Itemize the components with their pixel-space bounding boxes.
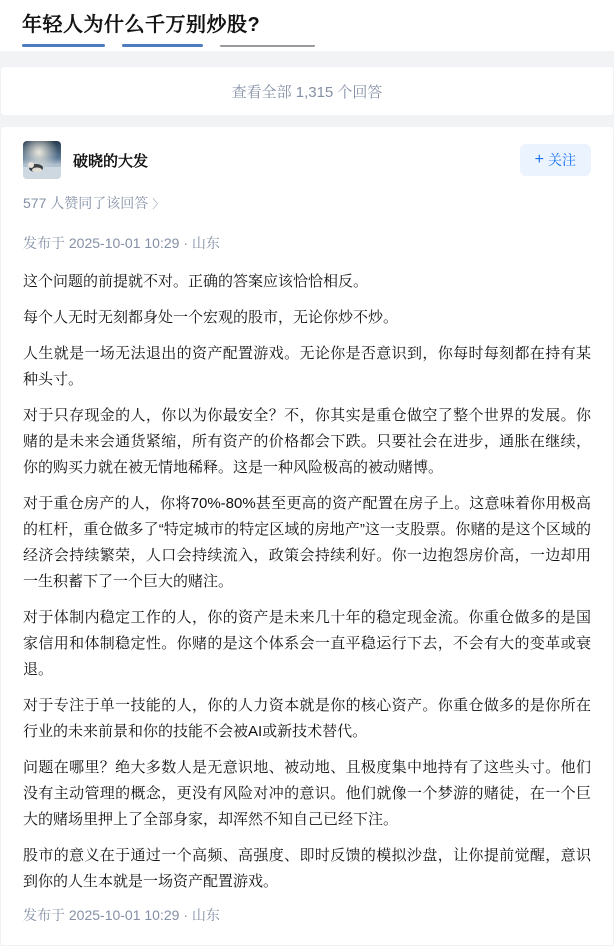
answer-paragraph: 每个人无时无刻都身处一个宏观的股市，无论你炒不炒。 bbox=[23, 309, 399, 326]
follow-question-button[interactable] bbox=[22, 44, 105, 47]
avatar-image bbox=[23, 141, 61, 179]
answer-paragraph: 这个问题的前提就不对。正确的答案应该恰恰相反。 bbox=[23, 273, 369, 290]
follow-button-label: 关注 bbox=[548, 152, 576, 168]
upvote-summary-text: 577 人赞同了该回答 bbox=[23, 195, 149, 211]
question-action-buttons-cutoff bbox=[0, 44, 614, 48]
published-meta-top: 发布于 2025-10-01 10:29 · 山东 bbox=[23, 235, 220, 251]
invite-answer-button[interactable] bbox=[220, 44, 315, 47]
answer-paragraph: 问题在哪里？绝大多数人是无意识地、被动地、且极度集中地持有了这些头寸。他们没有主动管理的概念，更没有风险对冲的意识。他们就像一个梦游的赌徒，在一个巨大的赌场里押上了全部身家，却浑然不知自己已经下注。 bbox=[23, 759, 591, 828]
answer-paragraph: 对于专注于单一技能的人，你的人力资本就是你的核心资产。你重仓做多的是你所在行业的未来前景和你的技能不会被AI或新技术替代。 bbox=[23, 697, 591, 740]
answer-paragraph: 对于体制内稳定工作的人，你的资产是未来几十年的稳定现金流。你重仓做多的是国家信用和体制稳定性。你赌的是这个体系会一直平稳运行下去，不会有大的变革或衰退。 bbox=[23, 609, 591, 678]
follow-author-button[interactable] bbox=[520, 144, 591, 176]
answer-paragraph: 对于只存现金的人，你以为你最安全？不，你其实是重仓做空了整个世界的发展。你赌的是未来会通货紧缩，所有资产的价格都会下跌。只要社会在进步，通胀在继续，你的购买力就在被无情地稀释。这是一种风险极高的被动赌博。 bbox=[23, 407, 591, 476]
answer-body bbox=[23, 269, 591, 895]
answer-paragraph: 人生就是一场无法退出的资产配置游戏。无论你是否意识到，你每时每刻都在持有某种头寸。 bbox=[23, 345, 591, 388]
answer-card bbox=[0, 126, 614, 946]
author-row bbox=[23, 141, 591, 179]
upvote-summary[interactable] bbox=[23, 193, 591, 213]
question-title: 年轻人为什么千万别炒股? bbox=[22, 14, 261, 36]
section-divider bbox=[0, 51, 614, 66]
chevron-right-icon: 〉 bbox=[152, 196, 165, 211]
published-meta-bottom: 发布于 2025-10-01 10:29 · 山东 bbox=[23, 907, 220, 923]
view-all-answers-button[interactable]: 查看全部 1,315 个回答 bbox=[0, 66, 614, 116]
question-header bbox=[0, 0, 614, 51]
author-name[interactable]: 破晓的大发 bbox=[73, 152, 149, 170]
answer-paragraph: 对于重仓房产的人，你将70%-80%甚至更高的资产配置在房子上。这意味着你用极高的杠杆，重仓做多了“特定城市的特定区域的房地产”这一支股票。你赌的是这个区域的经济会持续繁荣，人口会持续流入，政策会持续利好。你一边抱怨房价高，一边却用一生积蓄下了一个巨大的赌注。 bbox=[23, 495, 591, 590]
section-divider bbox=[0, 116, 614, 126]
plus-icon: + bbox=[534, 151, 544, 168]
avatar[interactable] bbox=[23, 141, 61, 179]
answer-paragraph: 股市的意义在于通过一个高频、高强度、即时反馈的模拟沙盘，让你提前觉醒，意识到你的人生本就是一场资产配置游戏。 bbox=[23, 847, 591, 890]
write-answer-button[interactable] bbox=[122, 44, 203, 47]
